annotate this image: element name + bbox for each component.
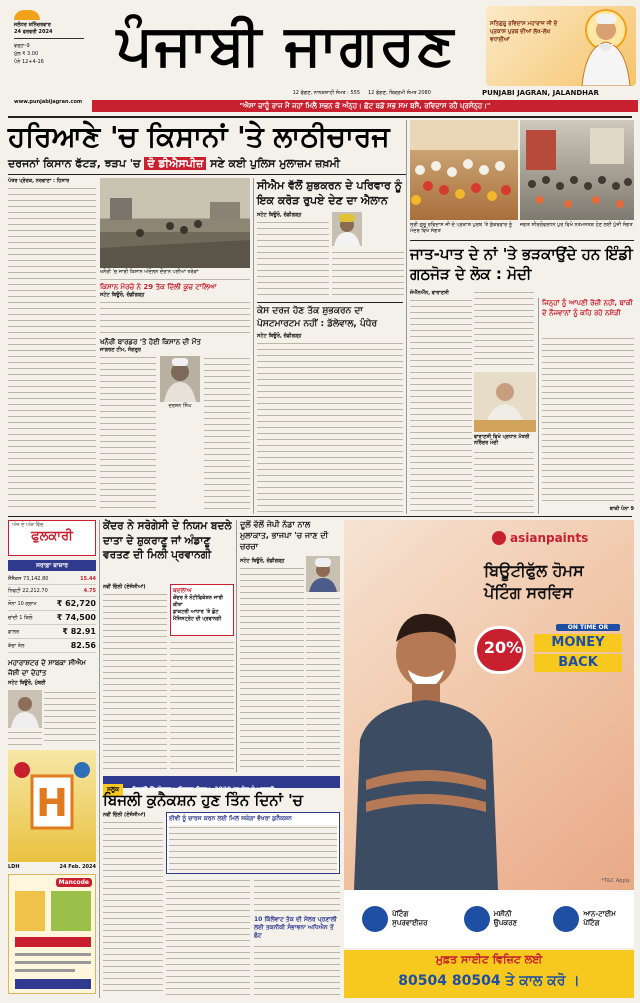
phulkari-sub: ਅੱਜ ਦੇ ਅੰਕ ਵਿੱਚ bbox=[12, 522, 44, 528]
painter-icon bbox=[362, 906, 388, 932]
badge-pct: 20% bbox=[483, 638, 523, 657]
left-ad[interactable] bbox=[8, 750, 96, 862]
feature-label: ਉਪਕਰਣ bbox=[493, 919, 518, 927]
modi-photo-caption: ਵਾਰਾਣਸੀ ਵਿਖੇ ਪ੍ਰਧਾਨ ਮੰਤਰੀ ਨਰਿੰਦਰ ਮੋਦੀ bbox=[474, 434, 530, 446]
feature-label: ਪੇਂਟਿੰਗ bbox=[583, 919, 600, 927]
bijli-body-c bbox=[254, 878, 340, 914]
sub-story-body bbox=[100, 300, 250, 336]
sub-story-head: ਕਿਸਾਨ ਮੋਰਚੇ ਨੇ 29 ਤੱਕ ਦਿੱਲੀ ਕੂਚ ਟਾਲਿਆ bbox=[100, 283, 217, 291]
jan-dateline: ਜਾਗਰਣ ਟੀਮ, ਸੰਗਰੂਰ bbox=[100, 347, 141, 353]
bijli-body-d bbox=[254, 944, 340, 996]
phulkari-label: ਫੁਲਕਾਰੀ bbox=[31, 529, 73, 544]
cta-line-2: 80504 80504 ਤੇ ਕਾਲ ਕਰੋ । bbox=[398, 973, 580, 989]
lead-headline: ਹਰਿਆਣੇ 'ਚ ਕਿਸਾਨਾਂ 'ਤੇ ਲਾਠੀਚਾਰਜ bbox=[8, 120, 390, 153]
daata-box-item: ਮੈਜਿਸਟ੍ਰੇਟ ਦੀ ਪ੍ਰਵਾਨਗੀ bbox=[173, 616, 222, 622]
feature-label: ਪੇਂਟਿੰਗ bbox=[392, 910, 409, 918]
masthead bbox=[0, 0, 640, 113]
edition-date: 24 ਫਰਵਰੀ 2024 bbox=[14, 29, 53, 35]
market-row bbox=[8, 639, 96, 653]
jan-portrait bbox=[160, 356, 200, 402]
feature-item bbox=[464, 906, 517, 932]
modi-body-c bbox=[474, 450, 534, 514]
publisher: PUNJABI JAGRAN, JALANDHAR bbox=[482, 89, 599, 97]
mancode-ad[interactable] bbox=[8, 874, 96, 994]
svg-text:H: H bbox=[36, 781, 68, 825]
shubhkaran-headline: ਸੀਐਮ ਵੱਲੋਂ ਸ਼ੁਭਕਰਨ ਦੇ ਪਰਿਵਾਰ ਨੂੰ ਇਕ ਕਰੋੜ ਰੁਪਏ ਦੇਣ ਦਾ ਐਲਾਨ bbox=[257, 179, 402, 207]
market-row bbox=[8, 573, 96, 585]
market-label: ਚਾਂਦੀ 1 ਕਿਲੋ bbox=[8, 615, 33, 621]
cta-line-1: ਮੁਫ਼ਤ ਸਾਈਟ ਵਿਜ਼ਿਟ ਲਈ bbox=[435, 953, 543, 966]
feature-item bbox=[362, 906, 427, 932]
edition-info bbox=[12, 10, 88, 105]
daata-box-head: ਬਦਲਾਅ bbox=[173, 587, 192, 594]
modi-sidebar-head: ਜਿਨ੍ਹਾਂ ਨੂੰ ਆਪਣੀ ਰੋਜ਼ੀ ਨਹੀਂ, ਬਾਕੀ ਦੇ ਨੌਜਵਾਨਾਂ ਨੂੰ ਕਹਿ ਰਹੇ ਨਸ਼ੇੜੀ bbox=[542, 299, 633, 317]
jan-body-left bbox=[100, 355, 156, 512]
slogan-bar bbox=[92, 100, 638, 112]
feature-label: ਮਸ਼ੀਨੀ bbox=[493, 910, 512, 918]
asianpaints-logo bbox=[492, 530, 612, 546]
lead-body bbox=[8, 186, 96, 512]
case-headline: ਕੇਸ ਦਰਜ ਹੋਣ ਤੱਕ ਸ਼ੁਭਕਰਨ ਦਾ ਪੋਸਟਮਾਰਟਮ ਨਹੀਂ : ਡੱਲੇਵਾਲ, ਪੰਧੇਰ bbox=[257, 306, 378, 329]
obit-dateline: ਸਟੇਟ ਬਿਊਰੋ, ਮੁੰਬਈ bbox=[8, 680, 46, 686]
cm-portrait bbox=[332, 212, 362, 246]
daata-headline: ਕੇਂਦਰ ਨੇ ਸਰੋਗੇਸੀ ਦੇ ਨਿਯਮ ਬਦਲੇ ਦਾਤਾ ਦੇ ਸ਼ੁਕਰਾਣੂ ਜਾਂ ਅੰਡਾਣੂ ਵਰਤਣ ਦੀ ਮਿਲੀ ਪ੍ਰਵਾਨਗੀ bbox=[103, 520, 232, 561]
market-value: ₹ 74,500 bbox=[56, 613, 96, 622]
modi-body-b bbox=[474, 290, 534, 370]
lead-photo bbox=[100, 178, 250, 268]
case-dateline: ਸਟੇਟ ਬਿਊਰੋ, ਚੰਡੀਗੜ੍ਹ bbox=[257, 333, 302, 339]
dulo-body-b bbox=[306, 596, 340, 772]
bijli-dateline: ਨਵੀਂ ਦਿੱਲੀ (ਏਜੰਸੀਆਂ) bbox=[103, 812, 146, 818]
bijli-body-a bbox=[103, 820, 163, 996]
market-row bbox=[8, 585, 96, 597]
market-row bbox=[8, 597, 96, 611]
bijli-strip-text: ਬਿਜਲੀ ਉਪਭੋਗਤਾ ਅਧਿਕਾਰ ਨਿਯਮ, 2020 'ਚ ਸੋਧ ਨੂੰ ਮਨਜ਼ੂਰੀ bbox=[132, 786, 275, 793]
date-line-1: 12 ਫੱਗਣ, ਨਾਨਕਸ਼ਾਹੀ ਸੰਮਤ : 555 bbox=[292, 90, 360, 96]
modi-continued: ਬਾਕੀ ਪੰਨਾ 9 bbox=[609, 506, 634, 512]
ear-panel bbox=[486, 6, 636, 86]
market-value: 15.44 bbox=[80, 576, 96, 582]
market-row bbox=[8, 625, 96, 639]
asianpaints-mark-icon bbox=[492, 531, 506, 545]
bijli-box bbox=[166, 812, 340, 874]
bijli-headline: ਬਿਜਲੀ ਕੁਨੈਕਸ਼ਨ ਹੁਣ ਤਿੰਨ ਦਿਨਾਂ 'ਚ bbox=[103, 791, 303, 809]
shubhkaran-body-b bbox=[332, 250, 404, 300]
painter-figure-icon bbox=[344, 590, 504, 890]
daata-box-item: ਡਾਕਟਰੀ ਆਧਾਰ 'ਤੇ ਛੋਟ bbox=[173, 609, 219, 615]
market-value: 82.56 bbox=[70, 641, 96, 650]
market-row bbox=[8, 611, 96, 625]
website[interactable]: www.punjabijagran.com bbox=[14, 99, 83, 105]
daata-box-item: ਕੇਂਦਰ ਨੇ ਨੋਟੀਫਿਕੇਸ਼ਨ ਜਾਰੀ ਕੀਤਾ bbox=[173, 595, 224, 608]
crowd-caption-a: ਸ੍ਰੀ ਗੁਰੂ ਰਵਿਦਾਸ ਜੀ ਦੇ ਪ੍ਰਕਾਸ਼ ਪੁਰਬ 'ਤੇ ਸ਼ੁੱਕਰਵਾਰ ਨੂੰ ਮੰਦਰ ਵਿਖੇ ਸੰਗਤ bbox=[410, 222, 513, 234]
ad-headline-1: ਬਿਊਟੀਫੁੱਲ ਹੋਮਸ bbox=[484, 561, 584, 580]
lead-dateline: ਪੱਤਰ ਪ੍ਰੇਰਕ, ਨਰਵਾਣਾ : ਹਿਸਾਰ bbox=[8, 178, 70, 184]
ad-cta[interactable] bbox=[344, 950, 634, 998]
ear-text: ਸਤਿਗੁਰੂ ਰਵਿਦਾਸ ਮਹਾਰਾਜ ਜੀ ਦੇ ਪ੍ਰਕਾਸ਼ ਪੁਰਬ ਦੀਆਂ ਲੱਖ-ਲੱਖ ਵਧਾਈਆਂ bbox=[490, 21, 558, 43]
dulo-dateline: ਸਟੇਟ ਬਿਊਰੋ, ਚੰਡੀਗੜ੍ਹ bbox=[240, 558, 285, 564]
modi-body-a bbox=[410, 298, 472, 514]
feature-label: ਆਨ-ਟਾਈਮ bbox=[583, 910, 616, 918]
lead-photo-caption: ਖਨੌਰੀ 'ਚ ਜਾਰੀ ਕਿਸਾਨ ਅੰਦੋਲਨ ਦੌਰਾਨ ਪਈਆਂ ਤਰੇੜਾਂ bbox=[100, 269, 199, 275]
crowd-photo-left bbox=[410, 120, 518, 220]
ad-date: 24 Feb. 2024 bbox=[59, 864, 96, 870]
market-label: ਸੈਂਸੈਕਸ 73,142.80 bbox=[8, 576, 49, 582]
edition-label: ਜਲੰਧਰ ਸ਼ਨਿੱਚਰਵਾਰ bbox=[14, 22, 51, 28]
case-body bbox=[257, 341, 403, 514]
ad-headline-2: ਪੇਂਟਿੰਗ ਸਰਵਿਸ bbox=[484, 583, 573, 602]
daata-body-b bbox=[170, 640, 234, 772]
paper-logo: ਪੰਜਾਬੀ ਜਾਗਰਣ bbox=[116, 12, 456, 78]
market-label: ਨਿਫਟੀ 22,212.70 bbox=[8, 588, 48, 594]
market-head: ਸਰਾਫ਼ਾ ਬਾਜ਼ਾਰ bbox=[8, 560, 96, 571]
market-value: 4.75 bbox=[83, 588, 96, 594]
modi-headline: ਜਾਤ-ਪਾਤ ਦੇ ਨਾਂ 'ਤੇ ਭੜਕਾਉਂਦੇ ਹਨ ਇੰਡੀ ਗਠਜੋੜ ਦੇ ਲੋਕ : ਮੋਦੀ bbox=[410, 245, 633, 283]
dulo-body-a bbox=[240, 566, 304, 772]
obit-portrait bbox=[8, 690, 42, 728]
ad-features bbox=[344, 890, 634, 948]
modi-photo bbox=[474, 372, 536, 432]
clock-icon bbox=[553, 906, 579, 932]
price-label: ਮੁੱਲ ₹ 3.00 bbox=[14, 51, 39, 57]
bijli-box-body bbox=[169, 825, 337, 873]
dulo-headline: ਦੂਲੋਂ ਵੱਲੋਂ ਜੇਪੀ ਨੱਡਾ ਨਾਲ ਮੁਲਾਕਾਤ, ਭਾਜਪਾ 'ਚ ਜਾਣ ਦੀ ਚਰਚਾ bbox=[240, 520, 329, 551]
ad-tc: *T&C Apply bbox=[601, 878, 630, 884]
bijli-box2-head: 10 ਕਿੱਲੋਵਾਟ ਤੱਕ ਦੀ ਸੋਲਰ ਪ੍ਰਣਾਲੀ ਲਈ ਤਕਨੀਕੀ ਸੰਭਾਵਨਾ ਅਧਿਐਨ ਤੋਂ ਛੋਟ bbox=[254, 916, 337, 939]
pages-count: ਪੰਨੇ 12+4-16 bbox=[14, 59, 44, 65]
obit-body-2 bbox=[8, 730, 42, 746]
sub-story-dateline: ਸਟੇਟ ਬਿਊਰੋ, ਚੰਡੀਗੜ੍ਹ bbox=[100, 292, 145, 298]
date-line-2: 12 ਫੱਗਣ, ਬਿਕ੍ਰਮੀ ਸੰਮਤ 2080 bbox=[368, 90, 431, 96]
lead-subhead-a: ਦਰਜਨਾਂ ਕਿਸਾਨ ਫੱਟੜ, ਝੜਪ 'ਚ bbox=[8, 157, 145, 170]
obit-body bbox=[44, 690, 96, 746]
crowd-caption-b: ਜਗਤ ਸੀਰਗੋਵਰਧਨ ਪੁਰ ਵਿਖੇ ਨਤਮਸਤਕ ਹੋਣ ਲਈ ਪੁੱਜੀ ਸੰਗਤ bbox=[520, 222, 633, 228]
ad-code: LDH bbox=[8, 864, 20, 870]
modi-dateline: ਜੇਐੱਨਐੱਨ, ਵਾਰਾਣਸੀ bbox=[410, 290, 449, 296]
jan-head: ਖਨੌਰੀ ਬਾਰਡਰ 'ਤੇ ਹੋਈ ਕਿਸਾਨ ਦੀ ਮੌਤ bbox=[100, 338, 201, 346]
jagran-sun-logo bbox=[14, 10, 40, 20]
obit-head: ਮਹਾਰਾਸ਼ਟਰ ਦੇ ਸਾਬਕਾ ਸੀਐਮ ਜੋਸ਼ੀ ਦਾ ਦੇਹਾਂਤ bbox=[8, 659, 86, 677]
year-label: ਵਰ੍ਹਾ-9 bbox=[14, 43, 30, 49]
jan-body-right bbox=[204, 356, 250, 512]
shubhkaran-body-a bbox=[257, 220, 329, 300]
badge-back: BACK bbox=[534, 654, 622, 672]
daata-body-a bbox=[103, 592, 167, 772]
badge-top: ON TIME OR bbox=[556, 624, 620, 631]
crowd-photo-right bbox=[520, 120, 634, 220]
bijli-tag: ਸਲੂਕ bbox=[103, 784, 123, 796]
guru-illustration-icon bbox=[572, 6, 636, 86]
market-value: ₹ 62,720 bbox=[56, 599, 96, 608]
market-value: ₹ 82.91 bbox=[62, 627, 96, 636]
market-table bbox=[8, 573, 96, 653]
market-label: ਡਾਲਰ bbox=[8, 629, 20, 635]
market-label: ਕੱਚਾ ਤੇਲ bbox=[8, 643, 25, 649]
badge-money: MONEY bbox=[534, 634, 622, 652]
feature-label: ਸੁਪਰਵਾਈਜ਼ਰ bbox=[392, 919, 428, 927]
lead-subhead bbox=[8, 156, 406, 172]
bijli-strip bbox=[103, 776, 340, 793]
market-label: ਸੋਨਾ 10 ਗ੍ਰਾਮ bbox=[8, 601, 37, 607]
jan-portrait-caption: ਦਰਸ਼ਨ ਸਿੰਘ bbox=[168, 403, 192, 409]
lead-subhead-c: ਸਣੇ ਕਈ ਪੁਲਿਸ ਮੁਲਾਜ਼ਮ ਜ਼ਖ਼ਮੀ bbox=[206, 157, 340, 170]
asianpaints-ad[interactable] bbox=[344, 520, 634, 998]
mancode-brand: Mancode bbox=[56, 878, 92, 887]
dulo-portrait bbox=[306, 556, 340, 592]
daata-box bbox=[170, 584, 234, 636]
asianpaints-brand: asianpaints bbox=[510, 531, 589, 545]
slogan-text: "ਐਸਾ ਚਾਹੂੰ ਰਾਜ ਮੈਂ ਜਹਾਂ ਮਿਲੈ ਸਭਨ ਕੋ ਅੰਨ੍ਹ। ਛੋਟ ਬਡੋ ਸਭ ਸਮ ਬਸੈ, ਰਵਿਦਾਸ ਰਹੈ ਪ੍ਰਸੰਨ੍ਹ।" bbox=[239, 102, 491, 110]
lead-photo-side-text bbox=[100, 277, 250, 281]
machine-icon bbox=[464, 906, 490, 932]
shubhkaran-dateline: ਸਟੇਟ ਬਿਊਰੋ, ਚੰਡੀਗੜ੍ਹ bbox=[257, 212, 302, 218]
modi-sidebar-body bbox=[542, 336, 634, 506]
bijli-box-head: ਈਵੀ ਨੂੰ ਚਾਰਜ ਕਰਨ ਲਈ ਮਿਲ ਸਕੇਗਾ ਵੱਖਰਾ ਕੁਨੈਕਸ਼ਨ bbox=[169, 815, 292, 822]
phulkari-promo[interactable] bbox=[8, 520, 96, 556]
lead-subhead-highlight: ਦੋ ਡੀਐਸਪੀਜ਼ bbox=[144, 157, 206, 170]
bijli-body-b bbox=[166, 878, 250, 996]
feature-item bbox=[553, 906, 616, 932]
daata-dateline: ਨਵੀਂ ਦਿੱਲੀ (ਏਜੰਸੀਆਂ) bbox=[103, 584, 146, 590]
